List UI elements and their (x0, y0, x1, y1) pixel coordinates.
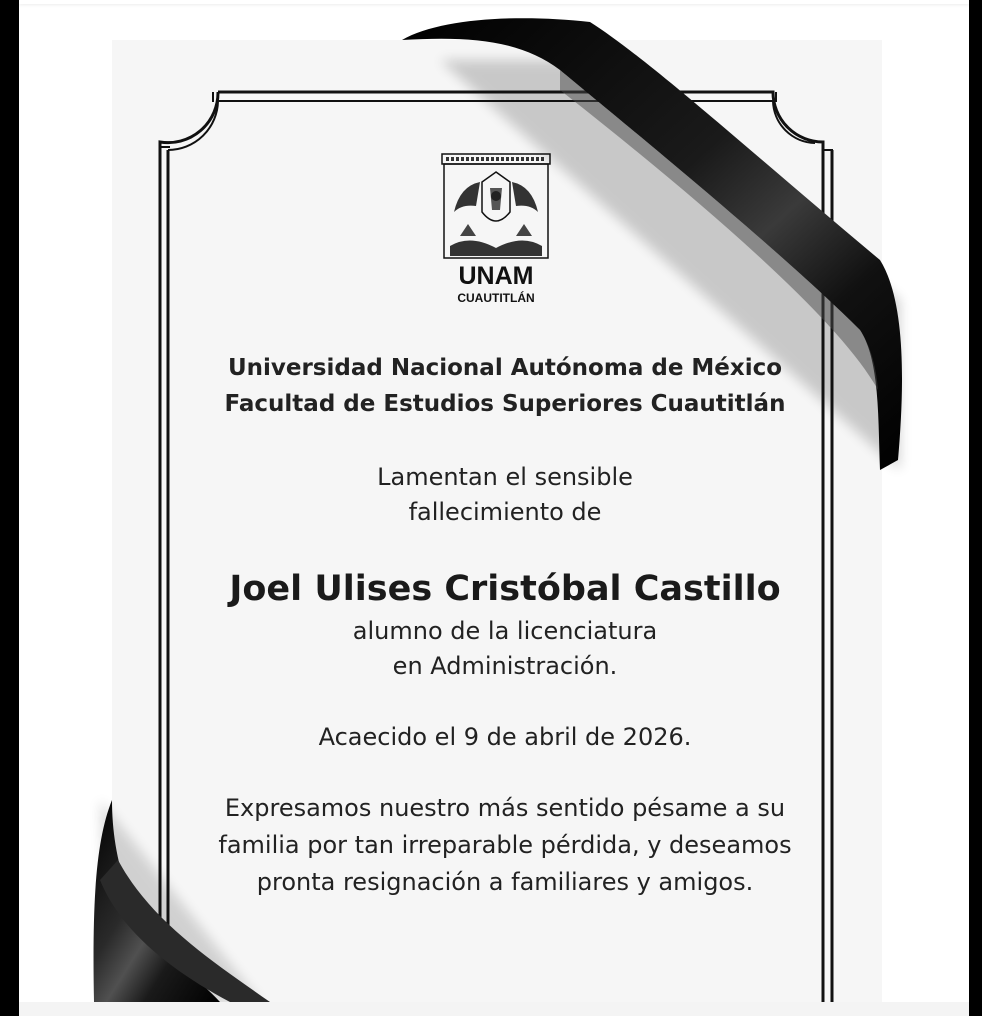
role-line-1: alumno de la licenciatura (352, 617, 658, 645)
bottom-strip (19, 1002, 969, 1016)
date-of-death: Acaecido el 9 de abril de 2026. (318, 723, 692, 751)
unam-logo-name: UNAM (458, 262, 534, 290)
message-line-2: familia por tan irreparable pérdida, y deseamos (218, 831, 792, 859)
role-line-2: en Administración. (392, 652, 618, 680)
unam-seal-icon (440, 152, 552, 312)
lament-line-1: Lamentan el sensible (377, 463, 633, 491)
institution-line-1: Universidad Nacional Autónoma de México (227, 355, 783, 381)
deceased-name: Joel Ulises Cristóbal Castillo (229, 569, 781, 609)
lament-line-2: fallecimiento de (408, 498, 602, 526)
condolence-message (150, 790, 860, 901)
institution-line-2: Facultad de Estudios Superiores Cuautitlán (224, 391, 786, 417)
unam-logo (440, 152, 552, 312)
message-line-3: pronta resignación a familiares y amigos. (256, 868, 754, 896)
message-line-1: Expresamos nuestro más sentido pésame a su (224, 794, 786, 822)
lament-text (150, 460, 860, 530)
institution-heading (150, 350, 860, 422)
unam-logo-campus: CUAUTITLÁN (457, 291, 535, 305)
deceased-role (150, 614, 860, 684)
